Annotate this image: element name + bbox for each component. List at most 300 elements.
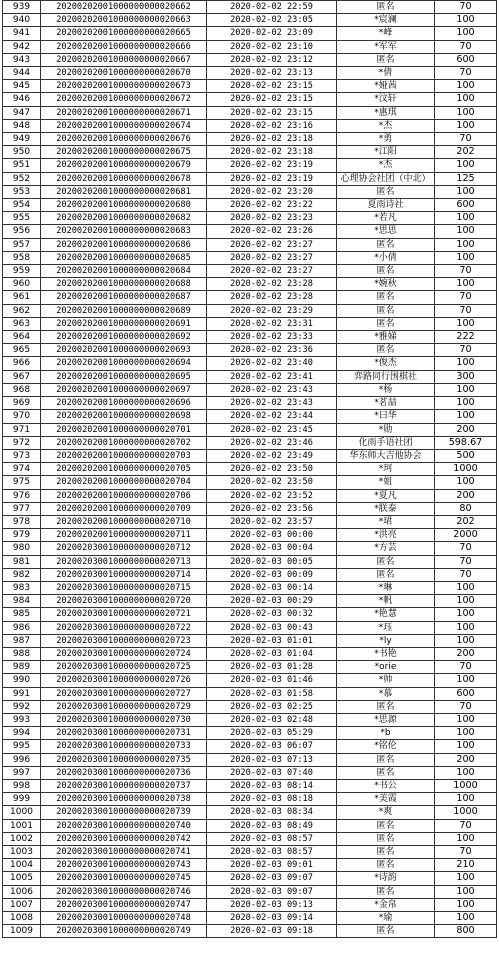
table-row (3, 14, 497, 27)
table-row (3, 27, 497, 40)
table-row (3, 529, 497, 542)
amount-cell: 100 (435, 674, 497, 687)
amount-cell: 100 (435, 476, 497, 489)
row-number-cell: 969 (3, 397, 41, 410)
timestamp-cell: 2020-02-02 23:09 (207, 27, 337, 40)
timestamp-cell: 2020-02-03 00:09 (207, 568, 337, 581)
amount-cell: 100 (435, 410, 497, 423)
timestamp-cell: 2020-02-03 02:48 (207, 713, 337, 726)
order-id-cell: 20200203001000000000020740 (41, 819, 207, 832)
amount-cell: 70 (435, 304, 497, 317)
donor-name-cell: *珺 (337, 515, 435, 528)
row-number-cell: 991 (3, 687, 41, 700)
timestamp-cell: 2020-02-03 00:32 (207, 608, 337, 621)
donor-name-cell: 匿名 (337, 53, 435, 66)
donor-name-cell: *b (337, 727, 435, 740)
order-id-cell: 20200203001000000000020747 (41, 898, 207, 911)
table-row (3, 278, 497, 291)
timestamp-cell: 2020-02-02 23:31 (207, 317, 337, 330)
amount-cell: 800 (435, 925, 497, 938)
order-id-cell: 20200203001000000000020725 (41, 661, 207, 674)
timestamp-cell: 2020-02-03 08:49 (207, 819, 337, 832)
timestamp-cell: 2020-02-02 23:41 (207, 370, 337, 383)
order-id-cell: 20200203001000000000020727 (41, 687, 207, 700)
row-number-cell: 997 (3, 766, 41, 779)
timestamp-cell: 2020-02-02 23:05 (207, 14, 337, 27)
row-number-cell: 1005 (3, 872, 41, 885)
row-number-cell: 952 (3, 172, 41, 185)
order-id-cell: 20200202001000000000020689 (41, 304, 207, 317)
amount-cell: 2000 (435, 529, 497, 542)
row-number-cell: 1001 (3, 819, 41, 832)
donor-name-cell: *书公 (337, 779, 435, 792)
timestamp-cell: 2020-02-02 23:15 (207, 106, 337, 119)
timestamp-cell: 2020-02-02 23:18 (207, 146, 337, 159)
order-id-cell: 20200202001000000000020709 (41, 502, 207, 515)
timestamp-cell: 2020-02-02 23:27 (207, 265, 337, 278)
order-id-cell: 20200203001000000000020737 (41, 779, 207, 792)
amount-cell: 598.67 (435, 436, 497, 449)
timestamp-cell: 2020-02-03 00:14 (207, 581, 337, 594)
table-row (3, 502, 497, 515)
donor-name-cell: 匿名 (337, 859, 435, 872)
timestamp-cell: 2020-02-02 23:33 (207, 331, 337, 344)
amount-cell: 100 (435, 713, 497, 726)
amount-cell: 100 (435, 119, 497, 132)
order-id-cell: 20200202001000000000020676 (41, 133, 207, 146)
donor-name-cell: *金帛 (337, 898, 435, 911)
timestamp-cell: 2020-02-03 08:34 (207, 806, 337, 819)
table-row (3, 647, 497, 660)
order-id-cell: 20200203001000000000020736 (41, 766, 207, 779)
timestamp-cell: 2020-02-02 23:28 (207, 278, 337, 291)
order-id-cell: 20200203001000000000020739 (41, 806, 207, 819)
timestamp-cell: 2020-02-02 23:50 (207, 476, 337, 489)
table-row (3, 872, 497, 885)
amount-cell: 200 (435, 647, 497, 660)
row-number-cell: 971 (3, 423, 41, 436)
amount-cell: 100 (435, 885, 497, 898)
amount-cell: 100 (435, 93, 497, 106)
timestamp-cell: 2020-02-03 00:05 (207, 555, 337, 568)
row-number-cell: 939 (3, 1, 41, 14)
order-id-cell: 20200203001000000000020713 (41, 555, 207, 568)
order-id-cell: 20200202001000000000020678 (41, 172, 207, 185)
timestamp-cell: 2020-02-02 23:19 (207, 172, 337, 185)
timestamp-cell: 2020-02-02 23:26 (207, 225, 337, 238)
timestamp-cell: 2020-02-03 09:13 (207, 898, 337, 911)
table-row (3, 515, 497, 528)
order-id-cell: 20200202001000000000020696 (41, 397, 207, 410)
row-number-cell: 980 (3, 542, 41, 555)
row-number-cell: 947 (3, 106, 41, 119)
row-number-cell: 954 (3, 199, 41, 212)
row-number-cell: 998 (3, 779, 41, 792)
amount-cell: 70 (435, 67, 497, 80)
donor-name-cell: *峰 (337, 27, 435, 40)
row-number-cell: 961 (3, 291, 41, 304)
amount-cell: 70 (435, 846, 497, 859)
amount-cell: 100 (435, 581, 497, 594)
row-number-cell: 976 (3, 489, 41, 502)
timestamp-cell: 2020-02-02 23:15 (207, 93, 337, 106)
order-id-cell: 20200203001000000000020748 (41, 912, 207, 925)
timestamp-cell: 2020-02-03 08:57 (207, 832, 337, 845)
order-id-cell: 20200203001000000000020723 (41, 634, 207, 647)
donor-name-cell: *杰 (337, 119, 435, 132)
timestamp-cell: 2020-02-02 23:23 (207, 212, 337, 225)
timestamp-cell: 2020-02-02 23:29 (207, 304, 337, 317)
order-id-cell: 20200202001000000000020704 (41, 476, 207, 489)
row-number-cell: 955 (3, 212, 41, 225)
table-row (3, 225, 497, 238)
table-row (3, 489, 497, 502)
row-number-cell: 957 (3, 238, 41, 251)
row-number-cell: 989 (3, 661, 41, 674)
order-id-cell: 20200203001000000000020735 (41, 753, 207, 766)
row-number-cell: 1000 (3, 806, 41, 819)
table-row (3, 119, 497, 132)
order-id-cell: 20200202001000000000020665 (41, 27, 207, 40)
row-number-cell: 986 (3, 621, 41, 634)
donor-name-cell: *方芸 (337, 542, 435, 555)
order-id-cell: 20200202001000000000020667 (41, 53, 207, 66)
timestamp-cell: 2020-02-03 00:29 (207, 595, 337, 608)
timestamp-cell: 2020-02-02 23:10 (207, 40, 337, 53)
timestamp-cell: 2020-02-03 01:01 (207, 634, 337, 647)
amount-cell: 70 (435, 1, 497, 14)
timestamp-cell: 2020-02-02 23:20 (207, 185, 337, 198)
row-number-cell: 964 (3, 331, 41, 344)
table-row (3, 67, 497, 80)
timestamp-cell: 2020-02-03 06:07 (207, 740, 337, 753)
amount-cell: 600 (435, 687, 497, 700)
row-number-cell: 993 (3, 713, 41, 726)
timestamp-cell: 2020-02-02 23:56 (207, 502, 337, 515)
table-row (3, 912, 497, 925)
amount-cell: 300 (435, 370, 497, 383)
row-number-cell: 982 (3, 568, 41, 581)
order-id-cell: 20200202001000000000020672 (41, 93, 207, 106)
timestamp-cell: 2020-02-02 23:13 (207, 67, 337, 80)
donor-name-cell: 夏雨诗社 (337, 199, 435, 212)
timestamp-cell: 2020-02-03 09:18 (207, 925, 337, 938)
amount-cell: 100 (435, 278, 497, 291)
row-number-cell: 999 (3, 793, 41, 806)
amount-cell: 100 (435, 898, 497, 911)
donor-name-cell: *慕 (337, 687, 435, 700)
order-id-cell: 20200203001000000000020715 (41, 581, 207, 594)
table-row (3, 925, 497, 938)
row-number-cell: 1008 (3, 912, 41, 925)
row-number-cell: 941 (3, 27, 41, 40)
table-row (3, 595, 497, 608)
amount-cell: 600 (435, 53, 497, 66)
donor-name-cell: *帆 (337, 595, 435, 608)
order-id-cell: 20200202001000000000020662 (41, 1, 207, 14)
table-row (3, 766, 497, 779)
table-row (3, 859, 497, 872)
order-id-cell: 20200202001000000000020693 (41, 344, 207, 357)
row-number-cell: 996 (3, 753, 41, 766)
donor-name-cell: *书艳 (337, 647, 435, 660)
donor-name-cell: 匿名 (337, 304, 435, 317)
donor-name-cell: *洪亮 (337, 529, 435, 542)
table-row (3, 133, 497, 146)
timestamp-cell: 2020-02-02 23:52 (207, 489, 337, 502)
amount-cell: 100 (435, 27, 497, 40)
timestamp-cell: 2020-02-03 01:04 (207, 647, 337, 660)
donor-name-cell: *倩 (337, 67, 435, 80)
amount-cell: 80 (435, 502, 497, 515)
row-number-cell: 981 (3, 555, 41, 568)
donor-name-cell: 匿名 (337, 568, 435, 581)
donor-name-cell: 匿名 (337, 700, 435, 713)
row-number-cell: 965 (3, 344, 41, 357)
amount-cell: 100 (435, 595, 497, 608)
timestamp-cell: 2020-02-03 05:29 (207, 727, 337, 740)
row-number-cell: 1002 (3, 832, 41, 845)
row-number-cell: 988 (3, 647, 41, 660)
row-number-cell: 949 (3, 133, 41, 146)
donor-name-cell: *若凡 (337, 212, 435, 225)
row-number-cell: 950 (3, 146, 41, 159)
table-row (3, 753, 497, 766)
table-row (3, 674, 497, 687)
donor-name-cell: *曰华 (337, 410, 435, 423)
donor-name-cell: *美霞 (337, 793, 435, 806)
row-number-cell: 985 (3, 608, 41, 621)
amount-cell: 500 (435, 449, 497, 462)
amount-cell: 100 (435, 727, 497, 740)
amount-cell: 70 (435, 133, 497, 146)
timestamp-cell: 2020-02-03 02:25 (207, 700, 337, 713)
order-id-cell: 20200202001000000000020705 (41, 463, 207, 476)
donor-name-cell: *思思 (337, 225, 435, 238)
amount-cell: 100 (435, 225, 497, 238)
donor-name-cell: *帅 (337, 674, 435, 687)
donor-name-cell: 匿名 (337, 832, 435, 845)
amount-cell: 100 (435, 766, 497, 779)
donor-name-cell: *娅茜 (337, 80, 435, 93)
amount-cell: 200 (435, 489, 497, 502)
table-row (3, 212, 497, 225)
table-row (3, 397, 497, 410)
order-id-cell: 20200202001000000000020683 (41, 225, 207, 238)
amount-cell: 70 (435, 344, 497, 357)
timestamp-cell: 2020-02-03 08:18 (207, 793, 337, 806)
timestamp-cell: 2020-02-02 23:27 (207, 251, 337, 264)
amount-cell: 1000 (435, 779, 497, 792)
table-row (3, 265, 497, 278)
timestamp-cell: 2020-02-03 09:07 (207, 885, 337, 898)
amount-cell: 70 (435, 700, 497, 713)
donor-name-cell: *雅娣 (337, 331, 435, 344)
donor-name-cell: *婉秋 (337, 278, 435, 291)
order-id-cell: 20200203001000000000020726 (41, 674, 207, 687)
donor-name-cell: 匿名 (337, 819, 435, 832)
timestamp-cell: 2020-02-03 00:04 (207, 542, 337, 555)
timestamp-cell: 2020-02-02 22:59 (207, 1, 337, 14)
timestamp-cell: 2020-02-03 08:57 (207, 846, 337, 859)
amount-cell: 100 (435, 238, 497, 251)
order-id-cell: 20200203001000000000020738 (41, 793, 207, 806)
table-row (3, 793, 497, 806)
table-row (3, 146, 497, 159)
amount-cell: 1000 (435, 806, 497, 819)
timestamp-cell: 2020-02-03 09:14 (207, 912, 337, 925)
timestamp-cell: 2020-02-02 23:46 (207, 436, 337, 449)
table-row (3, 291, 497, 304)
table-row (3, 885, 497, 898)
table-row (3, 463, 497, 476)
row-number-cell: 958 (3, 251, 41, 264)
order-id-cell: 20200202001000000000020663 (41, 14, 207, 27)
timestamp-cell: 2020-02-03 01:58 (207, 687, 337, 700)
table-row (3, 304, 497, 317)
row-number-cell: 945 (3, 80, 41, 93)
donor-name-cell: 匿名 (337, 925, 435, 938)
row-number-cell: 963 (3, 317, 41, 330)
table-row (3, 53, 497, 66)
order-id-cell: 20200202001000000000020695 (41, 370, 207, 383)
amount-cell: 200 (435, 423, 497, 436)
row-number-cell: 994 (3, 727, 41, 740)
order-id-cell: 20200202001000000000020673 (41, 80, 207, 93)
order-id-cell: 20200202001000000000020701 (41, 423, 207, 436)
table-row (3, 251, 497, 264)
donor-name-cell: *诗韵 (337, 872, 435, 885)
donor-name-cell: 匿名 (337, 265, 435, 278)
donor-name-cell: *杨 (337, 383, 435, 396)
table-row (3, 106, 497, 119)
row-number-cell: 1009 (3, 925, 41, 938)
donor-name-cell: *勋 (337, 423, 435, 436)
donor-name-cell: *瑜 (337, 912, 435, 925)
row-number-cell: 968 (3, 383, 41, 396)
order-id-cell: 20200202001000000000020675 (41, 146, 207, 159)
order-id-cell: 20200202001000000000020703 (41, 449, 207, 462)
table-row (3, 806, 497, 819)
table-row (3, 40, 497, 53)
order-id-cell: 20200202001000000000020706 (41, 489, 207, 502)
order-id-cell: 20200203001000000000020724 (41, 647, 207, 660)
order-id-cell: 20200202001000000000020711 (41, 529, 207, 542)
order-id-cell: 20200203001000000000020721 (41, 608, 207, 621)
order-id-cell: 20200203001000000000020746 (41, 885, 207, 898)
table-row (3, 423, 497, 436)
row-number-cell: 1007 (3, 898, 41, 911)
amount-cell: 70 (435, 555, 497, 568)
row-number-cell: 979 (3, 529, 41, 542)
amount-cell: 222 (435, 331, 497, 344)
donor-name-cell: *惠琪 (337, 106, 435, 119)
timestamp-cell: 2020-02-03 07:13 (207, 753, 337, 766)
table-row (3, 779, 497, 792)
timestamp-cell: 2020-02-02 23:44 (207, 410, 337, 423)
donor-name-cell: 匿名 (337, 238, 435, 251)
order-id-cell: 20200202001000000000020670 (41, 67, 207, 80)
amount-cell: 100 (435, 872, 497, 885)
row-number-cell: 962 (3, 304, 41, 317)
timestamp-cell: 2020-02-03 09:01 (207, 859, 337, 872)
donor-name-cell: *朕泰 (337, 502, 435, 515)
order-id-cell: 20200202001000000000020686 (41, 238, 207, 251)
donor-name-cell: 弈路同行围棋社 (337, 370, 435, 383)
row-number-cell: 1004 (3, 859, 41, 872)
row-number-cell: 978 (3, 515, 41, 528)
donor-name-cell: *茗喆 (337, 397, 435, 410)
table-row (3, 846, 497, 859)
table-row (3, 555, 497, 568)
row-number-cell: 960 (3, 278, 41, 291)
table-row (3, 568, 497, 581)
amount-cell: 100 (435, 793, 497, 806)
order-id-cell: 20200203001000000000020720 (41, 595, 207, 608)
amount-cell: 202 (435, 515, 497, 528)
row-number-cell: 944 (3, 67, 41, 80)
donor-name-cell: 心理协会社团（中北） (337, 172, 435, 185)
table-row (3, 581, 497, 594)
row-number-cell: 1006 (3, 885, 41, 898)
table-row (3, 238, 497, 251)
order-id-cell: 20200202001000000000020682 (41, 212, 207, 225)
table-row (3, 832, 497, 845)
donor-name-cell: *杰 (337, 159, 435, 172)
order-id-cell: 20200202001000000000020687 (41, 291, 207, 304)
donor-name-cell: 匿名 (337, 291, 435, 304)
timestamp-cell: 2020-02-02 23:43 (207, 397, 337, 410)
timestamp-cell: 2020-02-02 23:36 (207, 344, 337, 357)
amount-cell: 600 (435, 199, 497, 212)
row-number-cell: 984 (3, 595, 41, 608)
timestamp-cell: 2020-02-02 23:27 (207, 238, 337, 251)
donor-name-cell: 匿名 (337, 555, 435, 568)
donor-name-cell: *小倩 (337, 251, 435, 264)
order-id-cell: 20200203001000000000020741 (41, 846, 207, 859)
order-id-cell: 20200202001000000000020688 (41, 278, 207, 291)
amount-cell: 70 (435, 568, 497, 581)
table-row (3, 449, 497, 462)
row-number-cell: 956 (3, 225, 41, 238)
timestamp-cell: 2020-02-02 23:28 (207, 291, 337, 304)
row-number-cell: 975 (3, 476, 41, 489)
donor-name-cell: *汶轩 (337, 93, 435, 106)
timestamp-cell: 2020-02-02 23:43 (207, 383, 337, 396)
table-row (3, 727, 497, 740)
timestamp-cell: 2020-02-02 23:22 (207, 199, 337, 212)
donor-name-cell: 匿名 (337, 185, 435, 198)
table-row (3, 687, 497, 700)
amount-cell: 100 (435, 634, 497, 647)
row-number-cell: 967 (3, 370, 41, 383)
donor-name-cell: 华东师大吉他协会 (337, 449, 435, 462)
timestamp-cell: 2020-02-03 08:14 (207, 779, 337, 792)
table-row (3, 199, 497, 212)
table-row (3, 661, 497, 674)
timestamp-cell: 2020-02-02 23:57 (207, 515, 337, 528)
timestamp-cell: 2020-02-02 23:16 (207, 119, 337, 132)
table-row (3, 476, 497, 489)
table-row (3, 542, 497, 555)
amount-cell: 70 (435, 661, 497, 674)
timestamp-cell: 2020-02-03 01:28 (207, 661, 337, 674)
amount-cell: 100 (435, 621, 497, 634)
row-number-cell: 974 (3, 463, 41, 476)
amount-cell: 100 (435, 251, 497, 264)
table-row (3, 634, 497, 647)
timestamp-cell: 2020-02-03 00:43 (207, 621, 337, 634)
